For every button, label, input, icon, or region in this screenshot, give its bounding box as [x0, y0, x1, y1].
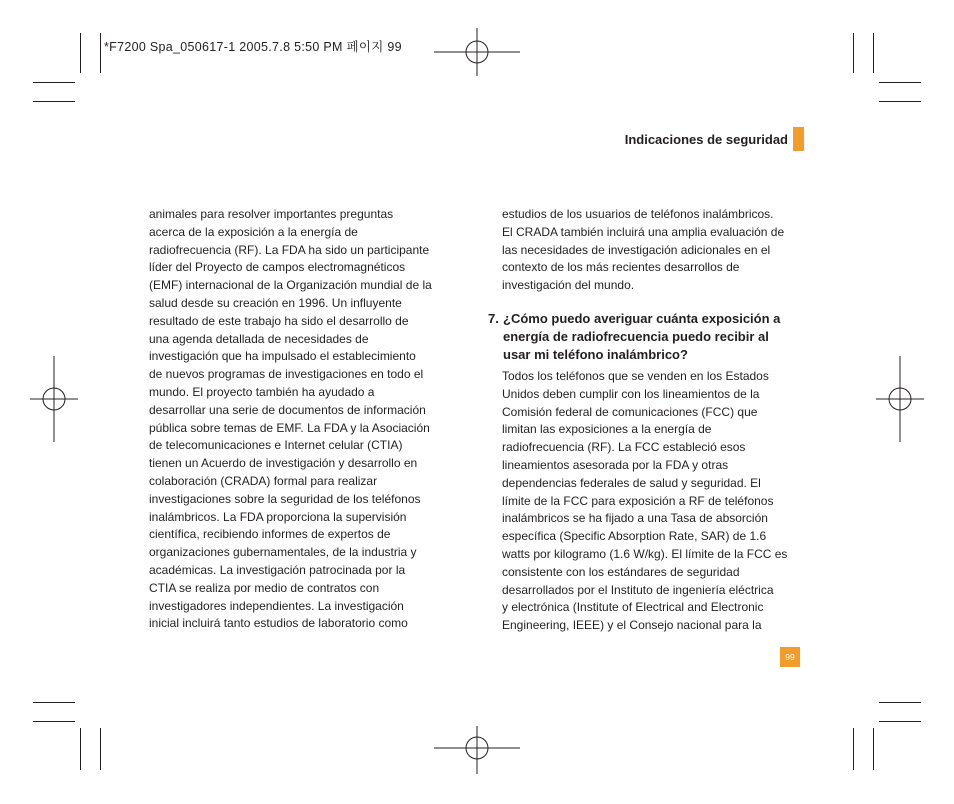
text-line: colaboración (CRADA) formal para realizar — [149, 473, 378, 488]
trim-mark-bottom-left-v2 — [100, 728, 101, 770]
question-text — [503, 310, 780, 364]
registration-mark-top — [434, 28, 520, 76]
text-line: mundo. El proyecto también ha ayudado a — [149, 384, 375, 399]
text-line: El CRADA también incluirá una amplia evaluación de — [502, 224, 785, 239]
question-line: energía de radiofrecuencia puedo recibir al — [503, 329, 769, 344]
text-line: investigación del mundo. — [502, 278, 635, 293]
trim-mark-bottom-left-v1 — [80, 728, 81, 770]
text-line: consistente con los estándares de seguridad — [502, 564, 740, 579]
text-line: (EMF) internacional de la Organización mundial de la — [149, 278, 432, 293]
text-line: limitan las exposiciones a la energía de — [502, 422, 712, 437]
text-line: inicial incluirá tanto estudios de laboratorio como — [149, 616, 408, 631]
question-line: ¿Cómo puedo averiguar cuánta exposición a — [503, 311, 781, 326]
page-number: 99 — [780, 647, 800, 667]
text-line: investigaciones sobre la seguridad de los teléfonos — [149, 491, 421, 506]
text-line: las necesidades de investigación adicionales en el — [502, 242, 771, 257]
section-tab-marker — [793, 127, 804, 151]
text-line: Todos los teléfonos que se venden en los Estados — [502, 369, 769, 383]
text-line: de telecomunicaciones e Internet celular (CTIA) — [149, 438, 403, 453]
text-line: específica (Specific Absorption Rate, SAR) de 1.6 — [502, 529, 767, 544]
trim-mark-top-left-v1 — [80, 33, 81, 73]
text-line: de nuevos programas de investigaciones en todo el — [149, 367, 424, 382]
trim-mark-bottom-right-v1 — [853, 728, 854, 770]
text-line: radiofrecuencia (RF). La FCC estableció esos — [502, 440, 746, 455]
trim-mark-top-left-v2 — [100, 33, 101, 73]
text-line: salud desde su creación en 1996. Un influyente — [149, 295, 402, 310]
trim-mark-top-right-h2 — [879, 101, 921, 102]
print-slug: *F7200 Spa_050617-1 2005.7.8 5:50 PM 페이지 99 — [104, 40, 402, 54]
text-line: pública sobre temas de EMF. La FDA y la Asociación — [149, 420, 430, 435]
text-line: contexto de los más recientes desarrollos de — [502, 260, 740, 275]
text-line: líder del Proyecto de campos electromagnéticos — [149, 260, 406, 275]
text-line: y electrónica (Institute of Electrical and Electronic — [502, 600, 764, 615]
text-line: lineamientos asesorada por la FDA y otras — [502, 457, 729, 472]
registration-mark-left — [30, 356, 78, 442]
text-line: resultado de este trabajo ha sido el desarrollo de — [149, 313, 409, 328]
text-line: investigadores independientes. La investigación — [149, 598, 404, 613]
registration-mark-bottom — [434, 726, 520, 774]
text-line: una agenda detallada de necesidades de — [149, 331, 369, 346]
right-column-answer — [502, 368, 812, 635]
text-line: organizaciones gubernamentales, de la industria y — [149, 545, 417, 560]
text-line: CTIA se realiza por medio de contratos con — [149, 580, 380, 595]
trim-mark-top-left-h2 — [33, 101, 75, 102]
trim-mark-top-right-h1 — [879, 82, 921, 83]
section-title: Indicaciones de seguridad — [624, 132, 788, 147]
text-line: tienen un Acuerdo de investigación y desarrollo en — [149, 456, 418, 471]
text-line: desarrollar una serie de documentos de información — [149, 402, 426, 417]
text-line: radiofrecuencia (RF). La FDA ha sido un participante — [149, 242, 430, 257]
text-line: Engineering, IEEE) y el Consejo nacional para la — [502, 618, 762, 633]
trim-mark-bottom-left-h2 — [33, 721, 75, 722]
right-column-intro — [502, 206, 812, 295]
left-column — [149, 206, 459, 633]
text-line: acerca de la exposición a la energía de — [149, 224, 358, 239]
text-line: Comisión federal de comunicaciones (FCC) que — [502, 404, 758, 419]
text-line: estudios de los usuarios de teléfonos inalámbricos. — [502, 207, 774, 221]
text-line: animales para resolver importantes preguntas — [149, 207, 394, 221]
text-line: inalámbricos. La FDA proporciona la supervisión — [149, 509, 407, 524]
text-line: dependencias federales de salud y seguridad. El — [502, 475, 761, 490]
trim-mark-top-left-h1 — [33, 82, 75, 83]
text-line: científica, recibiendo informes de expertos de — [149, 527, 391, 542]
text-line: Unidos deben cumplir con los lineamientos de la — [502, 386, 760, 401]
text-line: límite de la FCC para exposición a RF de teléfonos — [502, 493, 774, 508]
text-line: investigación que ha impulsado el establecimiento — [149, 349, 416, 364]
text-line: inalámbricos se ha fijado a una Tasa de absorción — [502, 511, 768, 526]
text-line: watts por kilogramo (1.6 W/kg). El límite de la FCC es — [502, 546, 788, 561]
text-line: académicas. La investigación patrocinada por la — [149, 562, 406, 577]
trim-mark-bottom-left-h1 — [33, 702, 75, 703]
registration-mark-right — [876, 356, 924, 442]
trim-mark-bottom-right-v2 — [873, 728, 874, 770]
question-number: 7. — [488, 311, 499, 326]
text-line: desarrollados por el Instituto de ingeniería eléctrica — [502, 582, 774, 597]
trim-mark-top-right-v1 — [853, 33, 854, 73]
trim-mark-bottom-right-h2 — [879, 721, 921, 722]
trim-mark-top-right-v2 — [873, 33, 874, 73]
question-line: usar mi teléfono inalámbrico? — [503, 347, 688, 362]
trim-mark-bottom-right-h1 — [879, 702, 921, 703]
